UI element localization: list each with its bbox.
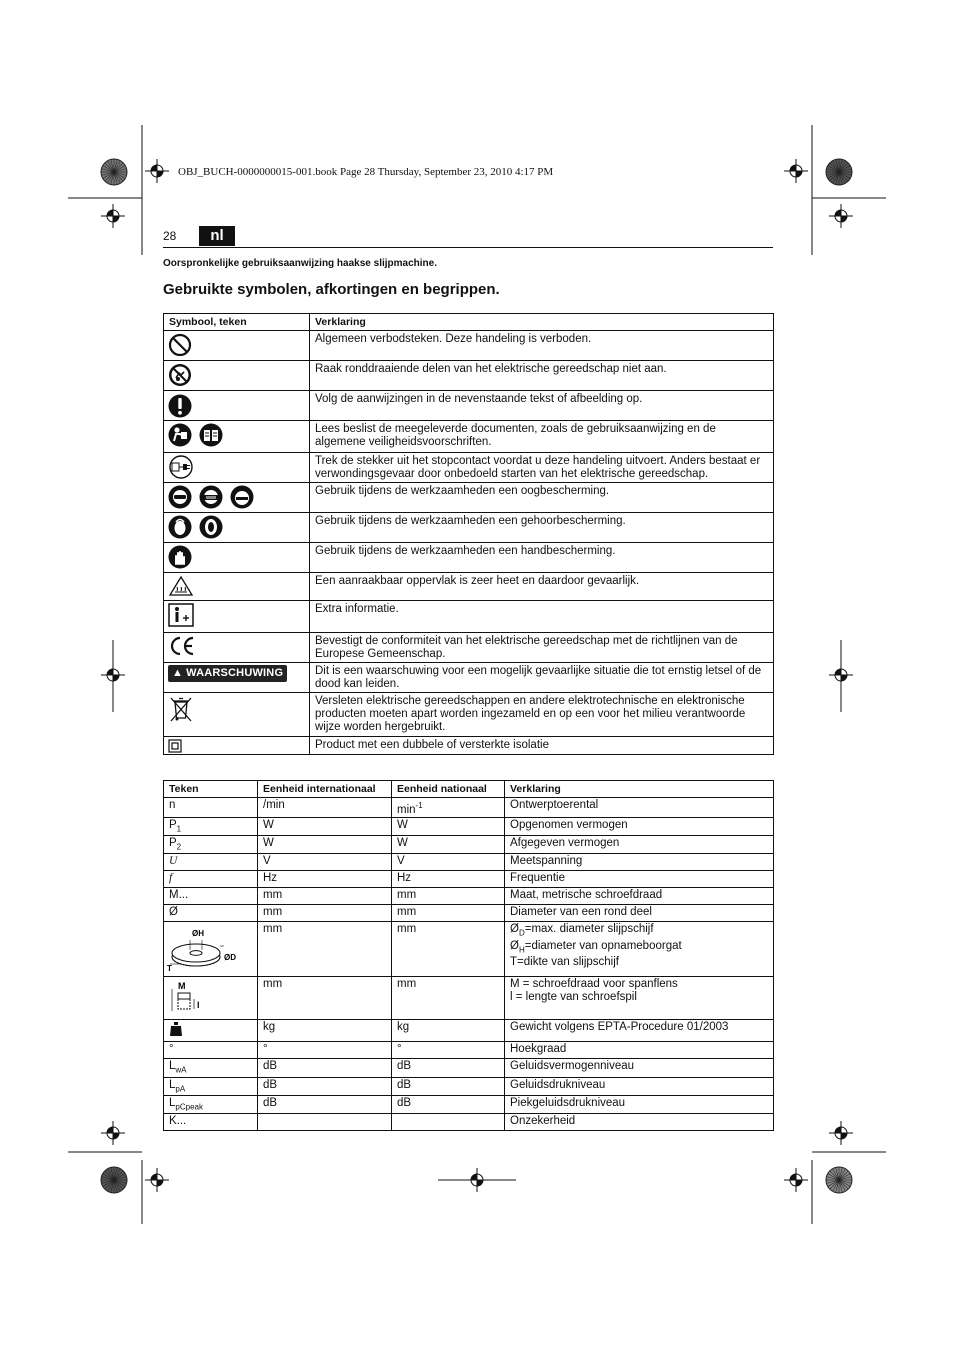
unit-intl: ° — [258, 1042, 392, 1059]
unit-sign: K... — [164, 1114, 258, 1131]
table-row — [164, 836, 774, 854]
symbol-explanation: Algemeen verbodsteken. Deze handeling is verboden. — [310, 331, 774, 361]
unit-intl: mm — [258, 977, 392, 1020]
registration-crosshair — [784, 159, 808, 183]
table-row — [164, 1042, 774, 1059]
symbol-explanation: Product met een dubbele of versterkte isolatie — [310, 737, 774, 755]
thread-label-m: M — [178, 981, 186, 992]
table-row — [164, 737, 774, 755]
symbol-explanation: Gebruik tijdens de werkzaamheden een oogbescherming. — [310, 483, 774, 513]
symbols-table — [163, 313, 774, 755]
table-row — [164, 871, 774, 888]
symbol-explanation: Lees beslist de meegeleverde documenten, zoals de gebruiksaanwijzing en de algemene veiligheidsvoorschriften. — [310, 421, 774, 453]
line-subscript: H — [518, 945, 525, 955]
grinding-disc-dimensions-icon — [166, 924, 242, 972]
column-header-symbol: Symbool, teken — [164, 314, 310, 331]
registration-crosshair — [101, 1121, 125, 1145]
table-row — [164, 543, 774, 573]
symbol-explanation: Bevestigt de conformiteit van het elektrische gereedschap met de richtlijnen van de Europese Gemeenschap. — [310, 633, 774, 663]
unit-explanation: Ontwerptoerental — [505, 798, 774, 818]
unit-sign — [164, 1020, 258, 1042]
unit-natl-base: min — [397, 803, 416, 816]
unit-natl: kg — [392, 1020, 505, 1042]
unit-sign-subscript: 1 — [176, 824, 182, 834]
symbol-explanation: Gebruik tijdens de werkzaamheden een handbescherming. — [310, 543, 774, 573]
unit-sign-base: P — [169, 837, 177, 850]
unit-natl: mm — [392, 905, 505, 922]
header-rule — [163, 247, 773, 248]
table-row — [164, 1059, 774, 1077]
unit-sign — [164, 1059, 258, 1077]
unit-sign-subscript: pCpeak — [175, 1102, 203, 1112]
registration-color-wheel — [826, 159, 852, 185]
table-row — [164, 601, 774, 633]
table-row — [164, 817, 774, 835]
table-row — [164, 663, 774, 693]
explanation-line: l = lengte van schroefspil — [510, 991, 637, 1004]
registration-crosshair — [784, 1168, 808, 1192]
registration-color-wheel — [826, 1167, 852, 1193]
unit-intl: dB — [258, 1077, 392, 1095]
registration-color-wheel — [101, 1167, 127, 1193]
explanation-line — [510, 923, 768, 939]
column-header-explanation: Verklaring — [505, 781, 774, 798]
explanation-line — [510, 940, 768, 956]
table-row — [164, 633, 774, 663]
unit-sign-base: L — [169, 1078, 176, 1091]
unit-sign: f — [164, 871, 258, 888]
symbol-explanation: Trek de stekker uit het stopcontact voordat u deze handeling uitvoert. Anders bestaat er verwondingsgevaar door onbedoeld starten van het elektrische gereedschap. — [310, 453, 774, 483]
registration-crosshair — [829, 204, 853, 228]
registration-crosshair — [145, 159, 169, 183]
unit-natl: V — [392, 854, 505, 871]
unit-explanation: Maat, metrische schroefdraad — [505, 888, 774, 905]
goggles-icon — [199, 485, 223, 509]
unit-sign-subscript: 2 — [176, 842, 182, 852]
line-subscript: D — [518, 928, 525, 938]
unit-explanation — [505, 922, 774, 977]
symbol-explanation: Versleten elektrische gereedschappen en andere elektrotechnische en elektronische producten moeten apart worden ingezameld en op een voor het milieu verantwoorde wijze worden hergebruikt. — [310, 693, 774, 737]
unit-sign-base: L — [169, 1097, 176, 1110]
ear-protection-alt-icon — [199, 515, 223, 539]
table-row — [164, 693, 774, 737]
unit-natl — [392, 798, 505, 818]
unit-intl: dB — [258, 1096, 392, 1114]
symbol-explanation: Raak ronddraaiende delen van het elektrische gereedschap niet aan. — [310, 361, 774, 391]
line-suffix: =max. diameter slijpschijf — [524, 923, 654, 936]
no-touch-rotating-parts-icon — [168, 363, 192, 387]
unit-sign: U — [164, 854, 258, 871]
disc-label-hole: ØH — [192, 929, 204, 939]
line-prefix: Ø — [510, 939, 519, 952]
unit-intl: V — [258, 854, 392, 871]
unit-explanation: Geluidsvermogenniveau — [505, 1059, 774, 1077]
registration-crosshair — [465, 1168, 489, 1192]
registration-color-wheel — [101, 159, 127, 185]
registration-crosshair — [145, 1168, 169, 1192]
unit-natl — [392, 1114, 505, 1131]
ear-protection-icon — [168, 515, 192, 539]
exclamation-icon — [168, 393, 192, 419]
symbol-explanation: Volg de aanwijzingen in de nevenstaande tekst of afbeelding op. — [310, 391, 774, 421]
weight-icon — [169, 1021, 183, 1037]
registration-crosshair — [101, 204, 125, 228]
unit-natl: W — [392, 836, 505, 854]
table-row — [164, 888, 774, 905]
unit-sign — [164, 977, 258, 1020]
read-manual-person-icon — [168, 423, 192, 447]
disc-label-diameter: ØD — [224, 953, 236, 963]
unit-sign-base: P — [169, 818, 177, 831]
unit-explanation: Opgenomen vermogen — [505, 817, 774, 835]
units-table-header — [164, 781, 774, 798]
line-prefix: T=dikte van slijpschijf — [510, 956, 619, 969]
disc-label-thickness: T — [167, 964, 172, 973]
ce-mark-icon — [168, 635, 196, 657]
unit-explanation: Hoekgraad — [505, 1042, 774, 1059]
language-tab: nl — [199, 226, 235, 246]
symbol-explanation: Gebruik tijdens de werkzaamheden een gehoorbescherming. — [310, 513, 774, 543]
unit-sign — [164, 1096, 258, 1114]
registration-crosshair — [829, 663, 853, 687]
table-row — [164, 922, 774, 977]
unit-intl: kg — [258, 1020, 392, 1042]
unit-intl — [258, 1114, 392, 1131]
table-row — [164, 854, 774, 871]
unit-intl: W — [258, 817, 392, 835]
table-row — [164, 573, 774, 601]
table-row — [164, 483, 774, 513]
unit-sign-base: L — [169, 1060, 176, 1073]
unit-sign-subscript: wA — [175, 1065, 187, 1075]
explanation-line: M = schroefdraad voor spanflens — [510, 978, 678, 991]
table-row — [164, 798, 774, 818]
unit-explanation: Onzekerheid — [505, 1114, 774, 1131]
info-icon — [168, 603, 194, 627]
unit-explanation: Frequentie — [505, 871, 774, 888]
unit-sign — [164, 836, 258, 854]
unit-sign: ° — [164, 1042, 258, 1059]
unit-natl: mm — [392, 888, 505, 905]
unit-explanation: Meetspanning — [505, 854, 774, 871]
unit-explanation: Afgegeven vermogen — [505, 836, 774, 854]
unit-intl: mm — [258, 905, 392, 922]
document-subtitle: Oorspronkelijke gebruiksaanwijzing haakse slijpmachine. — [163, 258, 437, 269]
unit-natl: dB — [392, 1077, 505, 1095]
unit-intl: /min — [258, 798, 392, 818]
table-row — [164, 391, 774, 421]
unit-intl: Hz — [258, 871, 392, 888]
explanation-line — [510, 956, 768, 969]
double-insulation-icon — [168, 739, 182, 753]
read-manual-book-icon — [199, 423, 223, 447]
unit-natl: mm — [392, 922, 505, 977]
symbol-explanation: Dit is een waarschuwing voor een mogelijk gevaarlijke situatie die tot ernstig letsel of de dood kan leiden. — [310, 663, 774, 693]
table-row — [164, 977, 774, 1020]
table-row — [164, 421, 774, 453]
unit-sign: M... — [164, 888, 258, 905]
symbols-table-header — [164, 314, 774, 331]
hand-protection-icon — [168, 545, 192, 569]
unplug-icon — [168, 455, 194, 479]
line-suffix: =diameter van opnameboorgat — [524, 939, 682, 952]
table-row — [164, 1077, 774, 1095]
unit-intl: W — [258, 836, 392, 854]
column-header-natl-unit: Eenheid nationaal — [392, 781, 505, 798]
spindle-thread-icon — [166, 979, 210, 1015]
page-title: Gebruikte symbolen, afkortingen en begrippen. — [163, 281, 500, 298]
table-row — [164, 1114, 774, 1131]
unit-intl: dB — [258, 1059, 392, 1077]
registration-crosshair — [829, 1121, 853, 1145]
column-header-sign: Teken — [164, 781, 258, 798]
safety-glasses-icon — [168, 485, 192, 509]
thread-label-l: l — [197, 1000, 200, 1011]
unit-explanation: Diameter van een rond deel — [505, 905, 774, 922]
column-header-explanation: Verklaring — [310, 314, 774, 331]
unit-sign: n — [164, 798, 258, 818]
hot-surface-icon — [168, 575, 194, 597]
symbol-explanation: Extra informatie. — [310, 601, 774, 633]
unit-explanation: Gewicht volgens EPTA-Procedure 01/2003 — [505, 1020, 774, 1042]
warning-badge-label: WAARSCHUWING — [186, 667, 284, 679]
line-prefix: Ø — [510, 923, 519, 936]
unit-sign: Ø — [164, 905, 258, 922]
unit-intl: mm — [258, 922, 392, 977]
table-row — [164, 361, 774, 391]
table-row — [164, 905, 774, 922]
unit-sign — [164, 1077, 258, 1095]
book-info-line: OBJ_BUCH-0000000015-001.book Page 28 Thursday, September 23, 2010 4:17 PM — [178, 166, 554, 178]
registration-crosshair — [101, 663, 125, 687]
unit-natl: Hz — [392, 871, 505, 888]
table-row — [164, 1096, 774, 1114]
units-table — [163, 780, 774, 1131]
warning-badge-icon: ▲ WAARSCHUWING — [168, 665, 287, 682]
unit-natl: ° — [392, 1042, 505, 1059]
unit-sign — [164, 817, 258, 835]
table-row — [164, 331, 774, 361]
table-row — [164, 1020, 774, 1042]
unit-sign — [164, 922, 258, 977]
table-row — [164, 453, 774, 483]
unit-natl: dB — [392, 1096, 505, 1114]
unit-natl-exponent: -1 — [415, 801, 423, 810]
unit-natl: dB — [392, 1059, 505, 1077]
unit-explanation: Geluidsdrukniveau — [505, 1077, 774, 1095]
unit-sign-subscript: pA — [175, 1084, 186, 1094]
prohibition-icon — [168, 333, 192, 357]
symbol-explanation: Een aanraakbaar oppervlak is zeer heet en daardoor gevaarlijk. — [310, 573, 774, 601]
unit-natl: mm — [392, 977, 505, 1020]
unit-explanation — [505, 977, 774, 1020]
table-row — [164, 513, 774, 543]
unit-natl: W — [392, 817, 505, 835]
page-number: 28 — [163, 229, 177, 243]
face-shield-icon — [230, 485, 254, 509]
weee-bin-icon — [168, 695, 194, 723]
column-header-intl-unit: Eenheid internationaal — [258, 781, 392, 798]
unit-explanation: Piekgeluidsdrukniveau — [505, 1096, 774, 1114]
unit-intl: mm — [258, 888, 392, 905]
